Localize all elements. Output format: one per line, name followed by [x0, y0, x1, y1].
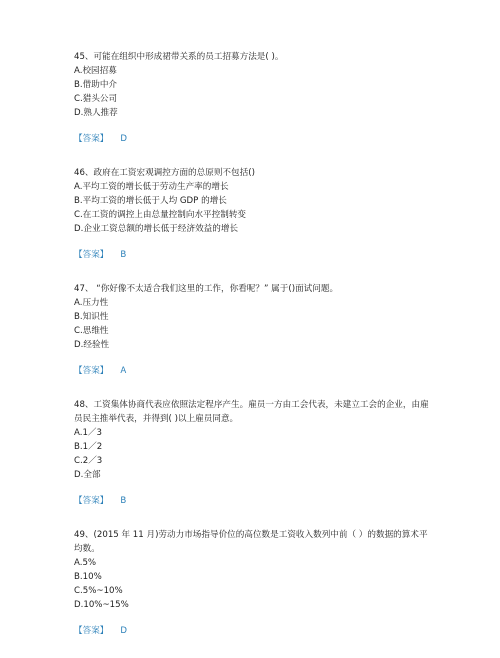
- question-47: [74, 282, 434, 378]
- answer-row: [74, 248, 434, 262]
- answer-value: B: [120, 250, 127, 260]
- question-list: [74, 50, 434, 658]
- option-c: C.5%~10%: [74, 586, 123, 596]
- option-b: B.1／2: [74, 442, 103, 452]
- question-stem: 46、政府在工资宏观调控方面的总原则不包括(): [74, 168, 255, 178]
- answer-label: 【答案】: [74, 626, 109, 636]
- option-a: A.平均工资的增长低于劳动生产率的增长: [74, 182, 229, 192]
- option-c: C.在工资的调控上由总量控制向水平控制转变: [74, 210, 247, 220]
- question-stem: 45、可能在组织中形成裙带关系的员工招募方法是( )。: [74, 52, 284, 62]
- answer-label: 【答案】: [74, 250, 109, 260]
- option-b: B.10%: [74, 572, 102, 582]
- answer-row: [74, 494, 434, 508]
- option-c: C.2／3: [74, 456, 103, 466]
- answer-row: [74, 624, 434, 638]
- question-48: [74, 398, 434, 508]
- answer-value: D: [120, 134, 128, 144]
- option-a: A.压力性: [74, 298, 109, 308]
- option-c: C.猎头公司: [74, 94, 118, 104]
- answer-row: [74, 364, 434, 378]
- option-a: A.校园招募: [74, 66, 117, 76]
- question-stem: 48、工资集体协商代表应依照法定程序产生。雇员一方由工会代表，未建立工会的企业，由雇员民主推举代表，并得到( )以上雇员同意。: [74, 400, 429, 424]
- option-d: D.10%~15%: [74, 600, 129, 610]
- option-d: D.全部: [74, 470, 101, 480]
- option-d: D.企业工资总额的增长低于经济效益的增长: [74, 224, 239, 234]
- option-b: B.平均工资的增长低于人均 GDP 的增长: [74, 196, 227, 206]
- question-45: [74, 50, 434, 146]
- option-b: B.借助中介: [74, 80, 118, 90]
- option-d: D.熟人推荐: [74, 108, 118, 118]
- answer-value: A: [120, 366, 127, 376]
- question-49: [74, 528, 434, 638]
- question-stem: 47、 “你好像不太适合我们这里的工作，你看呢？” 属于()面试问题。: [74, 284, 339, 294]
- option-a: A.1／3: [74, 428, 102, 438]
- option-d: D.经验性: [74, 340, 110, 350]
- option-c: C.思维性: [74, 326, 109, 336]
- answer-row: [74, 132, 434, 146]
- answer-value: B: [120, 496, 127, 506]
- option-a: A.5%: [74, 558, 97, 568]
- question-stem: 49、(2015 年 11 月)劳动力市场指导价位的高位数是工资收入数列中前（ ）的数据的算术平均数。: [74, 530, 428, 554]
- answer-label: 【答案】: [74, 496, 109, 506]
- answer-value: D: [120, 626, 128, 636]
- answer-label: 【答案】: [74, 134, 109, 144]
- question-46: [74, 166, 434, 262]
- answer-label: 【答案】: [74, 366, 109, 376]
- option-b: B.知识性: [74, 312, 109, 322]
